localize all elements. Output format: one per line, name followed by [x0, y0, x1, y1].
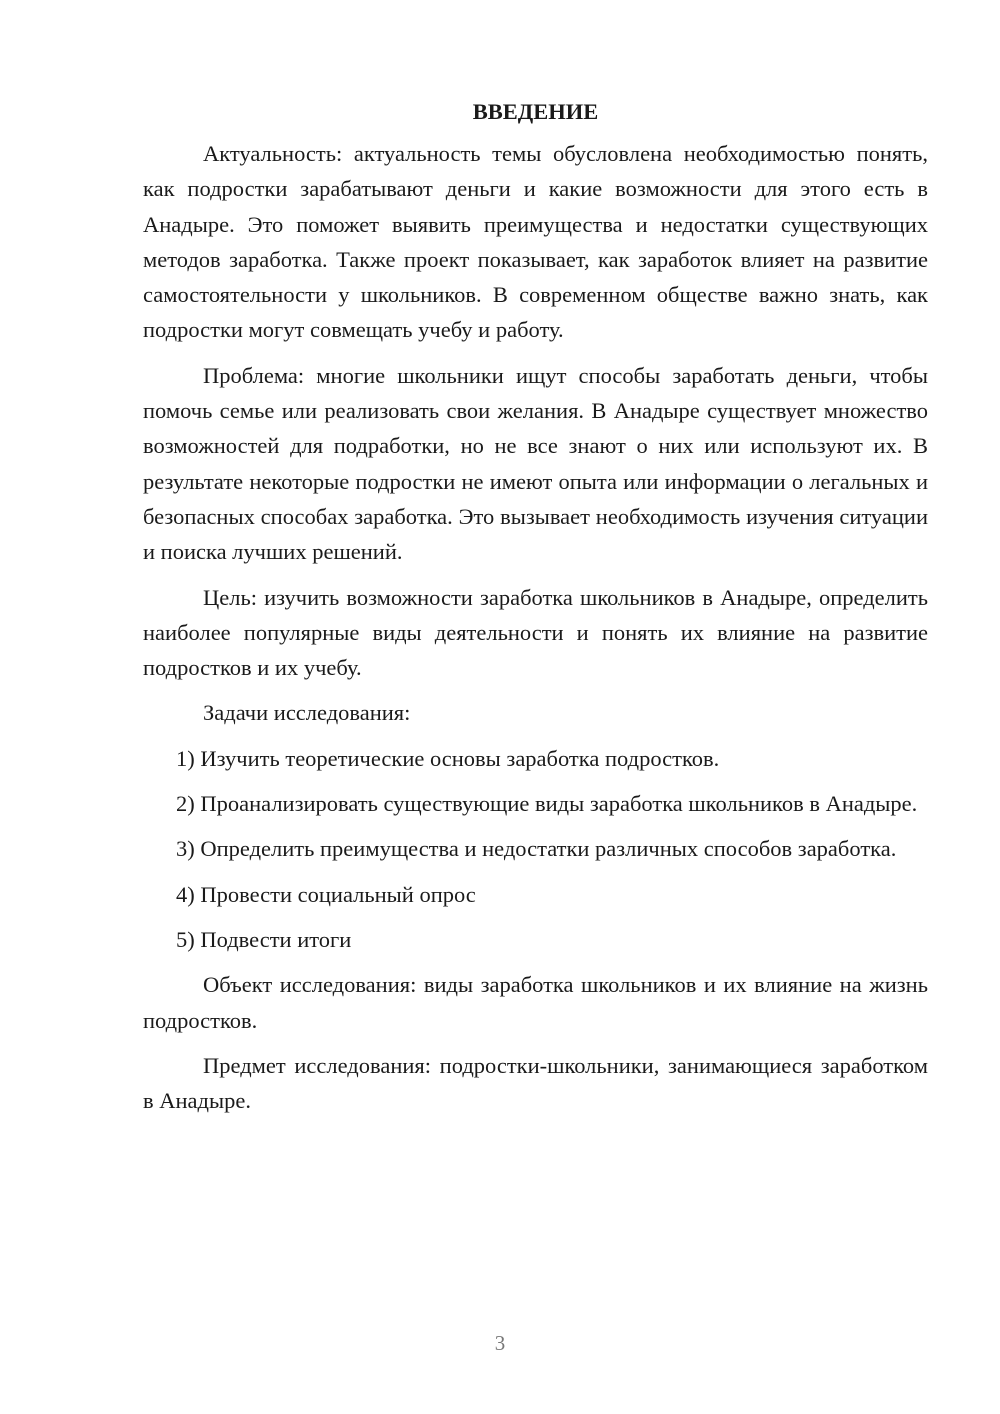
task-item-4: 4) Провести социальный опрос [176, 881, 476, 907]
paragraph-object: Объект исследования: виды заработка школьников и их влияние на жизнь подростков. [143, 972, 928, 1033]
paragraph-subject: Предмет исследования: подростки-школьники, занимающиеся заработком в Анадыре. [143, 1052, 928, 1114]
page-content [143, 94, 928, 1128]
page-number: 3 [494, 1331, 506, 1355]
paragraph-problem: Проблема: многие школьники ищут способы заработать деньги, чтобы помочь семье или реализовать свои желания. В Анадыре существует множество возможностей для подработки, но не все знают о них или используют их. В результате некоторые подростки не имеют опыта или информации о легальных и безопасных способах заработка. Это вызывает необходимость изучения ситуации и поиска лучших решений. [143, 362, 928, 565]
paragraph-goal: Цель: изучить возможности заработка школьников в Анадыре, определить наиболее популярные виды деятельности и понять их влияние на развитие подростков и их учебу. [143, 584, 928, 681]
section-title: ВВЕДЕНИЕ [472, 99, 599, 124]
paragraph-relevance: Актуальность: актуальность темы обусловлена необходимостью понять, как подростки зарабатывают деньги и какие возможности для этого есть в Анадыре. Это поможет выявить преимущества и недостатки существующих методов заработка. Также проект показывает, как заработок влияет на развитие самостоятельности у школьников. В современном обществе важно знать, как подростки могут совмещать учебу и работу. [143, 141, 928, 343]
task-item-1: 1) Изучить теоретические основы заработка подростков. [176, 745, 720, 771]
task-item-5: 5) Подвести итоги [176, 926, 352, 952]
task-item-2: 2) Проанализировать существующие виды заработка школьников в Анадыре. [176, 791, 918, 817]
tasks-heading: Задачи исследования: [203, 700, 411, 726]
task-item-3: 3) Определить преимущества и недостатки различных способов заработка. [176, 836, 897, 862]
